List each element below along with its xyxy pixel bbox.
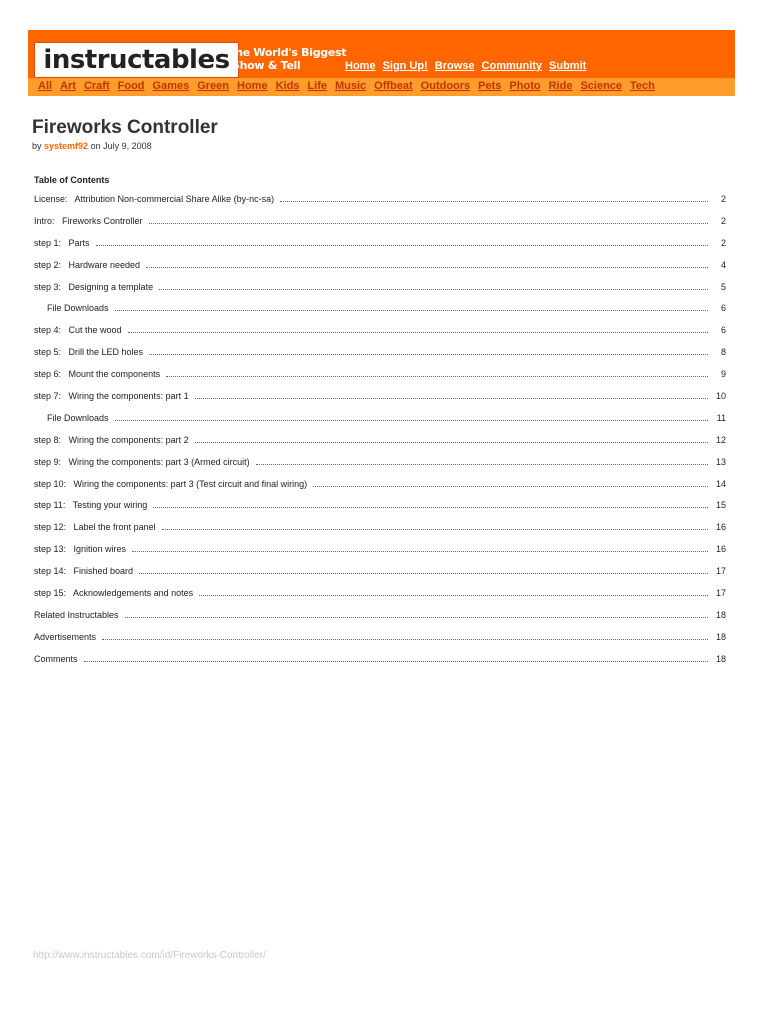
toc-entry-page: 17	[715, 588, 726, 599]
toc-dot-leader	[162, 521, 708, 530]
category-link-photo[interactable]: Photo	[509, 80, 541, 92]
toc-entry-page: 16	[715, 544, 726, 555]
toc-entry[interactable]	[34, 587, 726, 609]
toc-entry-page: 9	[720, 369, 726, 380]
toc-entry-label: Advertisements	[34, 631, 97, 642]
toc-dot-leader	[139, 565, 708, 574]
toc-entry-label: step 4: Cut the wood	[34, 325, 122, 336]
toc-entry[interactable]	[34, 259, 726, 281]
toc-entry[interactable]	[34, 412, 726, 434]
category-link-ride[interactable]: Ride	[548, 80, 573, 92]
toc-entry-page: 18	[715, 609, 726, 620]
toc-dot-leader	[128, 324, 708, 333]
toc-entry-page: 4	[720, 259, 726, 270]
toc-entry-page: 18	[715, 631, 726, 642]
toc-entry[interactable]	[34, 609, 726, 631]
toc-dot-leader	[256, 456, 708, 465]
toc-dot-leader	[159, 281, 708, 290]
toc-entry[interactable]	[34, 368, 726, 390]
toc-dot-leader	[195, 434, 708, 443]
toc-dot-leader	[313, 478, 708, 487]
toc-entry[interactable]	[34, 324, 726, 346]
category-link-craft[interactable]: Craft	[83, 80, 110, 92]
toc-entry[interactable]	[34, 281, 726, 303]
toc-entry-page: 12	[715, 434, 726, 445]
toc-dot-leader	[102, 631, 708, 640]
category-link-music[interactable]: Music	[334, 80, 367, 92]
table-of-contents	[34, 193, 726, 675]
category-bar	[28, 78, 735, 96]
toc-entry-label: step 9: Wiring the components: part 3 (Armed circuit)	[34, 456, 250, 467]
toc-entry-page: 16	[715, 522, 726, 533]
nav-link-sign-up[interactable]: Sign Up!	[382, 60, 428, 72]
toc-entry-label: step 8: Wiring the components: part 2	[34, 434, 189, 445]
toc-entry-page: 13	[715, 456, 726, 467]
toc-heading: Table of Contents	[34, 175, 110, 185]
toc-entry[interactable]	[34, 434, 726, 456]
page-title: Fireworks Controller	[32, 117, 218, 138]
toc-entry-label: step 5: Drill the LED holes	[34, 347, 144, 358]
category-link-all[interactable]: All	[38, 80, 53, 92]
category-link-games[interactable]: Games	[152, 80, 190, 92]
toc-entry-label: File Downloads	[47, 412, 109, 423]
toc-dot-leader	[149, 346, 708, 355]
nav-link-community[interactable]: Community	[481, 60, 543, 72]
toc-entry-page: 14	[715, 478, 726, 489]
category-link-pets[interactable]: Pets	[478, 80, 502, 92]
toc-dot-leader	[153, 499, 708, 508]
category-link-food[interactable]: Food	[117, 80, 145, 92]
toc-entry[interactable]	[34, 631, 726, 653]
toc-dot-leader	[84, 653, 708, 662]
category-link-science[interactable]: Science	[580, 80, 623, 92]
toc-dot-leader	[166, 368, 708, 377]
toc-entry-page: 10	[715, 391, 726, 402]
toc-entry[interactable]	[34, 565, 726, 587]
toc-entry-label: step 1: Parts	[34, 237, 90, 248]
category-link-green[interactable]: Green	[197, 80, 230, 92]
category-link-life[interactable]: Life	[307, 80, 327, 92]
toc-entry-page: 18	[715, 653, 726, 664]
toc-entry[interactable]	[34, 193, 726, 215]
toc-dot-leader	[280, 193, 708, 202]
category-link-home[interactable]: Home	[237, 80, 268, 92]
toc-entry-page: 15	[715, 500, 726, 511]
toc-dot-leader	[195, 390, 708, 399]
toc-entry-page: 2	[720, 194, 726, 204]
author-link[interactable]: systemf92	[44, 141, 89, 151]
toc-entry[interactable]	[34, 456, 726, 478]
toc-dot-leader	[96, 237, 708, 246]
category-link-art[interactable]: Art	[60, 80, 76, 92]
toc-dot-leader	[199, 587, 708, 596]
toc-entry-label: step 10: Wiring the components: part 3 (Test circuit and final wiring)	[34, 478, 308, 489]
byline-prefix: by	[32, 141, 42, 151]
footer-url[interactable]: http://www.instructables.com/id/Fireworks-Controller/	[33, 950, 266, 961]
byline	[32, 141, 152, 151]
toc-entry-label: Comments	[34, 653, 78, 664]
category-link-kids[interactable]: Kids	[275, 80, 300, 92]
tagline-line-2: Show & Tell	[232, 59, 301, 72]
toc-entry-page: 2	[720, 215, 726, 226]
nav-link-submit[interactable]: Submit	[549, 60, 587, 72]
toc-entry-label: Intro: Fireworks Controller	[34, 215, 143, 226]
instructables-logo[interactable]	[34, 42, 239, 78]
nav-link-browse[interactable]: Browse	[434, 60, 475, 72]
toc-entry[interactable]	[34, 237, 726, 259]
top-navigation	[345, 60, 586, 72]
toc-entry-label: step 13: Ignition wires	[34, 544, 127, 555]
toc-entry-page: 11	[716, 412, 726, 423]
toc-entry-label: step 6: Mount the components	[34, 369, 161, 380]
toc-entry-page: 6	[720, 325, 726, 336]
tagline-line-1: The World's Biggest	[228, 46, 347, 59]
toc-entry-label: Related Instructables	[34, 609, 119, 620]
toc-entry-label: step 12: Label the front panel	[34, 522, 156, 533]
toc-entry-label: License: Attribution Non-commercial Share Alike (by-nc-sa)	[34, 194, 275, 204]
nav-link-home[interactable]: Home	[345, 60, 376, 72]
publish-date: on July 9, 2008	[90, 141, 152, 151]
category-link-outdoors[interactable]: Outdoors	[420, 80, 471, 92]
toc-entry-label: step 3: Designing a template	[34, 281, 154, 292]
toc-entry-page: 2	[720, 237, 726, 248]
toc-entry[interactable]	[34, 478, 726, 500]
toc-entry-page: 6	[720, 303, 726, 314]
toc-entry-label: step 7: Wiring the components: part 1	[34, 391, 189, 402]
category-link-offbeat[interactable]: Offbeat	[374, 80, 413, 92]
toc-entry[interactable]	[34, 346, 726, 368]
logo-text: instructables	[43, 45, 230, 75]
toc-entry[interactable]	[34, 390, 726, 412]
toc-dot-leader	[132, 543, 708, 552]
site-header	[28, 30, 735, 96]
toc-entry-label: step 14: Finished board	[34, 566, 134, 577]
toc-entry-page: 5	[720, 281, 726, 292]
toc-entry-label: step 15: Acknowledgements and notes	[34, 588, 194, 599]
toc-entry[interactable]	[34, 302, 726, 324]
toc-entry-page: 17	[715, 566, 726, 577]
toc-dot-leader	[125, 609, 708, 618]
toc-entry[interactable]	[34, 499, 726, 521]
toc-entry-label: File Downloads	[47, 303, 109, 314]
toc-dot-leader	[149, 215, 708, 224]
toc-dot-leader	[115, 302, 708, 311]
category-links	[38, 80, 655, 92]
site-tagline	[228, 46, 346, 72]
toc-entry-page: 8	[720, 347, 726, 358]
toc-entry-label: step 2: Hardware needed	[34, 259, 141, 270]
toc-entry[interactable]	[34, 543, 726, 565]
toc-entry-label: step 11: Testing your wiring	[34, 500, 148, 511]
toc-dot-leader	[115, 412, 708, 421]
toc-dot-leader	[146, 259, 708, 268]
toc-entry[interactable]	[34, 215, 726, 237]
toc-entry[interactable]	[34, 521, 726, 543]
category-link-tech[interactable]: Tech	[630, 80, 655, 92]
toc-entry[interactable]	[34, 653, 726, 675]
